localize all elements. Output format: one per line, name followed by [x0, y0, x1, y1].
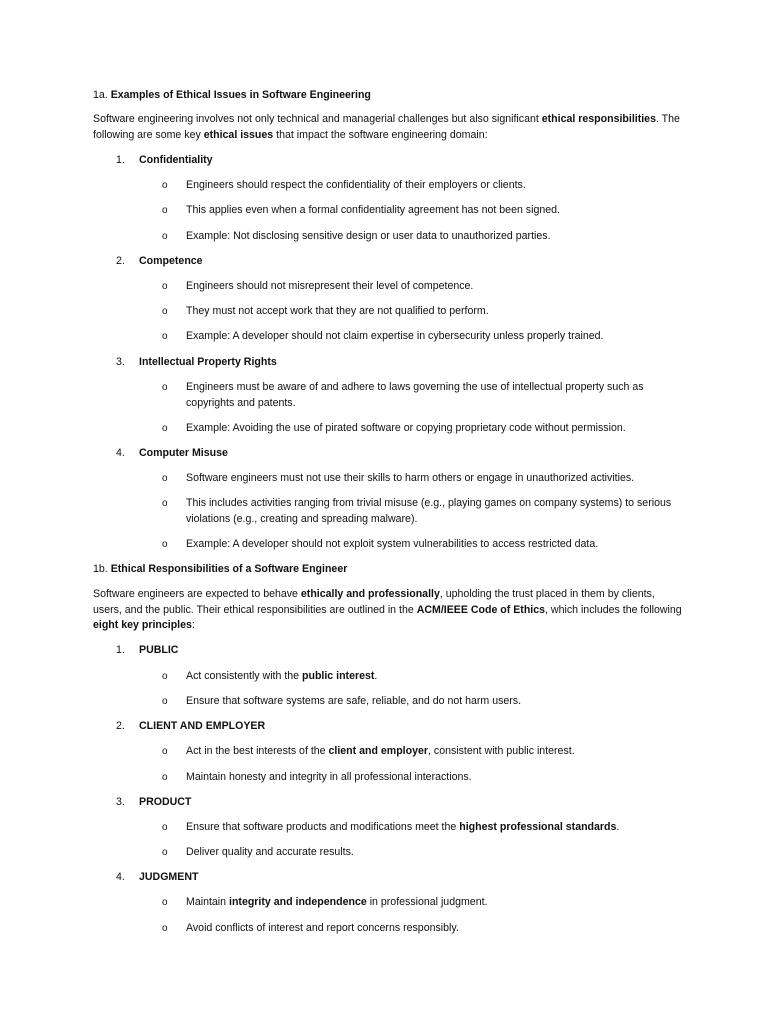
- bullet-marker: o: [162, 822, 168, 833]
- intro-bold-1: ethical responsibilities: [541, 113, 656, 125]
- list-item-bold: highest professional standards: [459, 821, 617, 833]
- intro-text-2: . The following are some key: [93, 113, 680, 141]
- section-1a-intro: [93, 112, 683, 143]
- list-number: 4.: [116, 871, 125, 883]
- bullet-marker: o: [162, 281, 168, 292]
- list-item: They must not accept work that they are not qualified to perform.: [186, 305, 489, 317]
- list-item-bold: public interest: [302, 670, 375, 682]
- list-item: Example: A developer should not exploit system vulnerabilities to access restricted data.: [186, 538, 599, 550]
- intro-text-3: that impact the software engineering domain:: [273, 128, 488, 141]
- bullet-marker: o: [162, 847, 168, 858]
- list-item: Example: Not disclosing sensitive design or user data to unauthorized parties.: [186, 230, 551, 242]
- bullet-marker: o: [162, 382, 168, 393]
- intro-text-2: , upholding the trust placed in them by clients, users, and the public. Their ethical responsibilities are outlined in the: [93, 588, 655, 616]
- list-number: 1.: [116, 644, 125, 656]
- bullet-marker: o: [162, 671, 168, 682]
- list-number: 3.: [116, 356, 125, 368]
- list-item-bold: integrity and independence: [229, 896, 367, 908]
- list-number: 2.: [116, 720, 125, 732]
- intro-text-1: Software engineers are expected to behave: [93, 588, 301, 600]
- principle-heading-public: PUBLIC: [139, 644, 179, 656]
- principle-heading-product: PRODUCT: [139, 796, 192, 808]
- section-1b-heading: [93, 562, 347, 578]
- list-number: 4.: [116, 447, 125, 459]
- item-heading-confidentiality: Confidentiality: [139, 154, 213, 166]
- intro-text-1: Software engineering involves not only technical and managerial challenges but also significant: [93, 113, 542, 125]
- list-item-text: .: [374, 670, 378, 682]
- intro-bold-2: ethical issues: [203, 128, 274, 141]
- bullet-marker: o: [162, 473, 168, 484]
- list-item: This applies even when a formal confidentiality agreement has not been signed.: [186, 204, 560, 216]
- list-item-text: Act consistently with the: [186, 670, 302, 682]
- bullet-marker: o: [162, 772, 168, 783]
- bullet-marker: o: [162, 180, 168, 191]
- bullet-marker: o: [162, 696, 168, 707]
- bullet-marker: o: [162, 498, 168, 509]
- list-number: 2.: [116, 255, 125, 267]
- list-item-text: , consistent with public interest.: [428, 745, 575, 757]
- bullet-marker: o: [162, 539, 168, 550]
- intro-text-4: :: [191, 619, 195, 631]
- section-1a-heading: [93, 88, 371, 104]
- principle-heading-judgment: JUDGMENT: [139, 871, 199, 883]
- list-item-text: in professional judgment.: [366, 896, 488, 908]
- list-item-text: .: [616, 821, 620, 833]
- bullet-marker: o: [162, 205, 168, 216]
- list-item-text: Maintain: [186, 896, 229, 908]
- list-item: [186, 744, 676, 760]
- bullet-marker: o: [162, 331, 168, 342]
- intro-bold-2: ACM/IEEE Code of Ethics: [416, 603, 546, 616]
- list-item: Maintain honesty and integrity in all professional interactions.: [186, 771, 472, 783]
- list-number: 3.: [116, 796, 125, 808]
- list-item: [186, 669, 676, 685]
- list-item: Example: Avoiding the use of pirated software or copying proprietary code without permission.: [186, 422, 626, 434]
- bullet-marker: o: [162, 746, 168, 757]
- list-item: This includes activities ranging from trivial misuse (e.g., playing games on company systems) to serious violations (e.g., creating and spreading malware).: [186, 497, 672, 525]
- list-item-text: Ensure that software products and modifications meet the: [186, 821, 460, 833]
- item-heading-computer-misuse: Computer Misuse: [139, 447, 228, 459]
- section-1b-number: 1b.: [93, 563, 108, 575]
- bullet-marker: o: [162, 423, 168, 434]
- intro-bold-1: ethically and professionally: [300, 588, 440, 600]
- list-item: Ensure that software systems are safe, reliable, and do not harm users.: [186, 695, 522, 707]
- intro-text-3: , which includes the following: [545, 603, 682, 616]
- section-1b-title: Ethical Responsibilities of a Software Engineer: [110, 563, 348, 575]
- list-item-text: Act in the best interests of the: [186, 745, 329, 757]
- list-item: Engineers should not misrepresent their level of competence.: [186, 280, 474, 292]
- section-1b-intro: [93, 587, 683, 634]
- bullet-marker: o: [162, 897, 168, 908]
- bullet-marker: o: [162, 231, 168, 242]
- list-item: Deliver quality and accurate results.: [186, 846, 354, 858]
- list-item: Engineers should respect the confidentiality of their employers or clients.: [186, 179, 526, 191]
- list-item: Software engineers must not use their skills to harm others or engage in unauthorized activities.: [186, 472, 635, 484]
- item-heading-competence: Competence: [139, 255, 203, 267]
- list-item: [186, 895, 676, 911]
- bullet-marker: o: [162, 306, 168, 317]
- list-number: 1.: [116, 154, 125, 166]
- section-1a-number: 1a.: [93, 89, 108, 101]
- list-item: [186, 820, 676, 836]
- section-1a-title: Examples of Ethical Issues in Software Engineering: [110, 89, 371, 101]
- principle-heading-client-employer: CLIENT AND EMPLOYER: [139, 720, 266, 732]
- intro-bold-3: eight key principles: [93, 619, 192, 631]
- list-item: Engineers must be aware of and adhere to laws governing the use of intellectual property such as copyrights and patents.: [186, 381, 644, 409]
- bullet-marker: o: [162, 923, 168, 934]
- list-item: Avoid conflicts of interest and report concerns responsibly.: [186, 922, 459, 934]
- list-item: Example: A developer should not claim expertise in cybersecurity unless properly trained.: [186, 330, 604, 342]
- item-heading-intellectual-property: Intellectual Property Rights: [139, 356, 277, 368]
- list-item-bold: client and employer: [328, 745, 429, 757]
